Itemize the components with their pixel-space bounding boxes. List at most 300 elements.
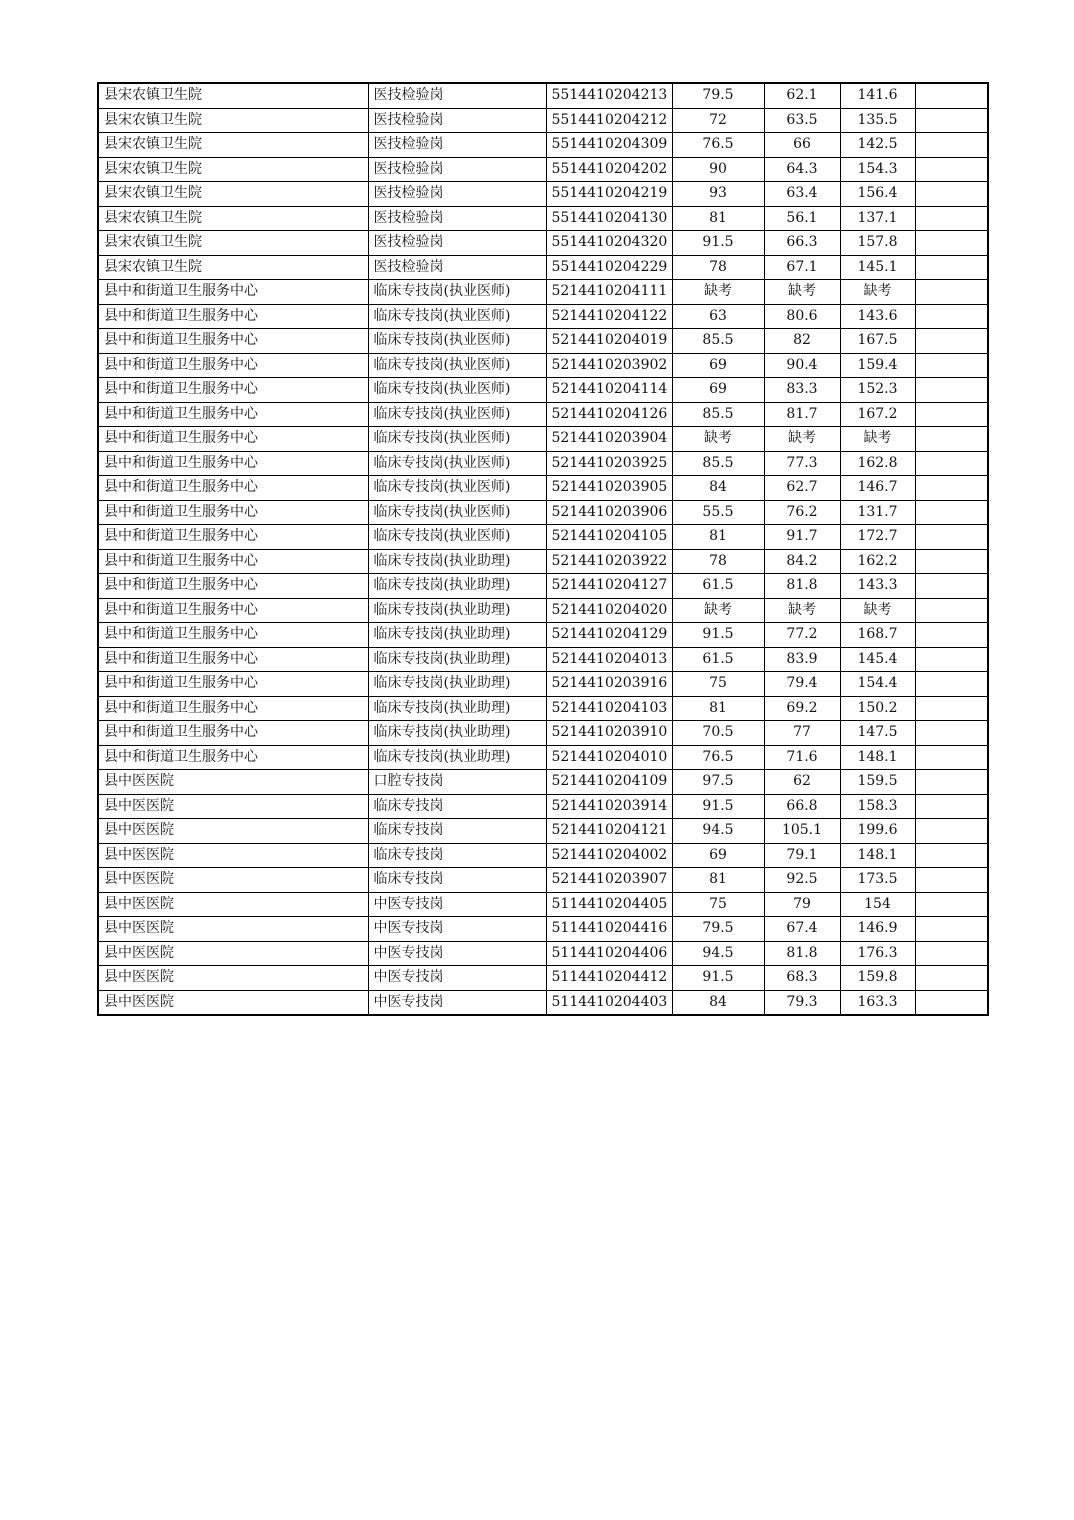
table-row [98,476,988,501]
written-score-cell: 72 [672,108,764,133]
exam-id-cell: 5114410204412 [546,966,672,991]
interview-score-cell: 77 [764,721,840,746]
total-score-cell: 141.6 [840,83,915,108]
interview-score-cell: 92.5 [764,868,840,893]
table-row [98,770,988,795]
interview-score-cell: 79.1 [764,843,840,868]
total-score-cell: 154.4 [840,672,915,697]
position-cell: 临床专技岗(执业医师) [368,378,546,403]
unit-cell: 县宋农镇卫生院 [98,133,368,158]
interview-score-cell: 76.2 [764,500,840,525]
table-row [98,917,988,942]
table-row [98,672,988,697]
interview-score-cell: 67.4 [764,917,840,942]
position-cell: 口腔专技岗 [368,770,546,795]
unit-cell: 县中和街道卫生服务中心 [98,696,368,721]
table-row [98,280,988,305]
interview-score-cell: 82 [764,329,840,354]
written-score-cell: 81 [672,868,764,893]
interview-score-cell: 63.5 [764,108,840,133]
exam-id-cell: 5214410204126 [546,402,672,427]
total-score-cell: 168.7 [840,623,915,648]
exam-id-cell: 5214410204111 [546,280,672,305]
total-score-cell: 143.3 [840,574,915,599]
exam-id-cell: 5214410204121 [546,819,672,844]
position-cell: 医技检验岗 [368,108,546,133]
written-score-cell: 75 [672,672,764,697]
unit-cell: 县中和街道卫生服务中心 [98,280,368,305]
position-cell: 临床专技岗(执业医师) [368,402,546,427]
written-score-cell: 94.5 [672,941,764,966]
written-score-cell: 76.5 [672,745,764,770]
interview-score-cell: 缺考 [764,598,840,623]
interview-score-cell: 81.8 [764,574,840,599]
unit-cell: 县中和街道卫生服务中心 [98,378,368,403]
table-row [98,549,988,574]
table-row [98,378,988,403]
table-row [98,108,988,133]
written-score-cell: 84 [672,990,764,1015]
total-score-cell: 135.5 [840,108,915,133]
interview-score-cell: 79.4 [764,672,840,697]
exam-id-cell: 5214410204010 [546,745,672,770]
exam-id-cell: 5214410204019 [546,329,672,354]
position-cell: 临床专技岗(执业医师) [368,329,546,354]
written-score-cell: 91.5 [672,623,764,648]
remark-cell [915,574,988,599]
unit-cell: 县中和街道卫生服务中心 [98,623,368,648]
total-score-cell: 173.5 [840,868,915,893]
interview-score-cell: 62.1 [764,83,840,108]
total-score-cell: 154.3 [840,157,915,182]
remark-cell [915,157,988,182]
remark-cell [915,623,988,648]
position-cell: 临床专技岗(执业医师) [368,353,546,378]
unit-cell: 县宋农镇卫生院 [98,206,368,231]
position-cell: 临床专技岗(执业助理) [368,745,546,770]
table-row [98,157,988,182]
table-row [98,500,988,525]
exam-id-cell: 5214410203925 [546,451,672,476]
position-cell: 临床专技岗 [368,868,546,893]
unit-cell: 县中和街道卫生服务中心 [98,402,368,427]
total-score-cell: 150.2 [840,696,915,721]
unit-cell: 县宋农镇卫生院 [98,231,368,256]
interview-score-cell: 56.1 [764,206,840,231]
position-cell: 医技检验岗 [368,231,546,256]
written-score-cell: 85.5 [672,329,764,354]
written-score-cell: 缺考 [672,598,764,623]
interview-score-cell: 77.3 [764,451,840,476]
unit-cell: 县中医医院 [98,917,368,942]
remark-cell [915,941,988,966]
interview-score-cell: 105.1 [764,819,840,844]
remark-cell [915,182,988,207]
written-score-cell: 91.5 [672,231,764,256]
exam-id-cell: 5114410204403 [546,990,672,1015]
remark-cell [915,280,988,305]
unit-cell: 县中医医院 [98,941,368,966]
position-cell: 医技检验岗 [368,255,546,280]
unit-cell: 县中和街道卫生服务中心 [98,745,368,770]
exam-id-cell: 5214410204109 [546,770,672,795]
total-score-cell: 154 [840,892,915,917]
written-score-cell: 61.5 [672,574,764,599]
written-score-cell: 78 [672,255,764,280]
position-cell: 临床专技岗 [368,819,546,844]
exam-id-cell: 5214410204020 [546,598,672,623]
table-row [98,868,988,893]
written-score-cell: 70.5 [672,721,764,746]
table-row [98,696,988,721]
remark-cell [915,843,988,868]
exam-id-cell: 5214410204114 [546,378,672,403]
interview-score-cell: 71.6 [764,745,840,770]
table-row [98,623,988,648]
exam-id-cell: 5214410204103 [546,696,672,721]
exam-id-cell: 5514410204229 [546,255,672,280]
unit-cell: 县中和街道卫生服务中心 [98,647,368,672]
position-cell: 中医专技岗 [368,966,546,991]
interview-score-cell: 69.2 [764,696,840,721]
exam-id-cell: 5514410204212 [546,108,672,133]
total-score-cell: 162.2 [840,549,915,574]
total-score-cell: 142.5 [840,133,915,158]
table-row [98,255,988,280]
exam-id-cell: 5214410203902 [546,353,672,378]
unit-cell: 县中医医院 [98,966,368,991]
total-score-cell: 162.8 [840,451,915,476]
position-cell: 临床专技岗(执业医师) [368,451,546,476]
written-score-cell: 55.5 [672,500,764,525]
written-score-cell: 97.5 [672,770,764,795]
total-score-cell: 147.5 [840,721,915,746]
remark-cell [915,794,988,819]
unit-cell: 县宋农镇卫生院 [98,157,368,182]
interview-score-cell: 63.4 [764,182,840,207]
total-score-cell: 159.5 [840,770,915,795]
position-cell: 临床专技岗(执业医师) [368,476,546,501]
table-row [98,745,988,770]
written-score-cell: 91.5 [672,794,764,819]
total-score-cell: 148.1 [840,745,915,770]
position-cell: 临床专技岗 [368,794,546,819]
written-score-cell: 69 [672,843,764,868]
unit-cell: 县宋农镇卫生院 [98,255,368,280]
table-row [98,402,988,427]
remark-cell [915,819,988,844]
position-cell: 临床专技岗(执业助理) [368,647,546,672]
position-cell: 临床专技岗(执业医师) [368,427,546,452]
unit-cell: 县中医医院 [98,794,368,819]
position-cell: 临床专技岗(执业助理) [368,623,546,648]
remark-cell [915,525,988,550]
remark-cell [915,231,988,256]
exam-id-cell: 5214410204105 [546,525,672,550]
total-score-cell: 146.7 [840,476,915,501]
unit-cell: 县中和街道卫生服务中心 [98,353,368,378]
remark-cell [915,83,988,108]
written-score-cell: 91.5 [672,966,764,991]
exam-id-cell: 5214410204127 [546,574,672,599]
remark-cell [915,304,988,329]
position-cell: 临床专技岗(执业助理) [368,696,546,721]
written-score-cell: 61.5 [672,647,764,672]
unit-cell: 县中医医院 [98,990,368,1015]
written-score-cell: 93 [672,182,764,207]
position-cell: 医技检验岗 [368,157,546,182]
position-cell: 临床专技岗(执业医师) [368,280,546,305]
remark-cell [915,378,988,403]
table-row [98,353,988,378]
exam-id-cell: 5514410204219 [546,182,672,207]
written-score-cell: 63 [672,304,764,329]
unit-cell: 县中医医院 [98,892,368,917]
interview-score-cell: 缺考 [764,280,840,305]
unit-cell: 县中和街道卫生服务中心 [98,329,368,354]
exam-id-cell: 5114410204416 [546,917,672,942]
total-score-cell: 167.2 [840,402,915,427]
interview-score-cell: 91.7 [764,525,840,550]
table-row [98,206,988,231]
exam-id-cell: 5514410204130 [546,206,672,231]
written-score-cell: 69 [672,353,764,378]
remark-cell [915,868,988,893]
written-score-cell: 81 [672,525,764,550]
unit-cell: 县中和街道卫生服务中心 [98,525,368,550]
unit-cell: 县中和街道卫生服务中心 [98,721,368,746]
remark-cell [915,647,988,672]
table-row [98,231,988,256]
unit-cell: 县中和街道卫生服务中心 [98,427,368,452]
interview-score-cell: 62 [764,770,840,795]
interview-score-cell: 64.3 [764,157,840,182]
remark-cell [915,892,988,917]
total-score-cell: 176.3 [840,941,915,966]
written-score-cell: 75 [672,892,764,917]
written-score-cell: 76.5 [672,133,764,158]
remark-cell [915,966,988,991]
table-row [98,574,988,599]
total-score-cell: 167.5 [840,329,915,354]
exam-id-cell: 5214410203910 [546,721,672,746]
remark-cell [915,255,988,280]
written-score-cell: 85.5 [672,402,764,427]
total-score-cell: 145.1 [840,255,915,280]
remark-cell [915,133,988,158]
written-score-cell: 79.5 [672,83,764,108]
total-score-cell: 163.3 [840,990,915,1015]
unit-cell: 县宋农镇卫生院 [98,83,368,108]
total-score-cell: 缺考 [840,598,915,623]
table-row [98,819,988,844]
total-score-cell: 159.8 [840,966,915,991]
remark-cell [915,500,988,525]
position-cell: 中医专技岗 [368,941,546,966]
exam-id-cell: 5514410204213 [546,83,672,108]
exam-id-cell: 5214410203914 [546,794,672,819]
position-cell: 临床专技岗(执业助理) [368,598,546,623]
total-score-cell: 143.6 [840,304,915,329]
exam-id-cell: 5514410204202 [546,157,672,182]
unit-cell: 县中医医院 [98,819,368,844]
interview-score-cell: 缺考 [764,427,840,452]
unit-cell: 县中和街道卫生服务中心 [98,476,368,501]
total-score-cell: 145.4 [840,647,915,672]
interview-score-cell: 66.8 [764,794,840,819]
position-cell: 临床专技岗(执业助理) [368,549,546,574]
remark-cell [915,598,988,623]
table-row [98,794,988,819]
interview-score-cell: 90.4 [764,353,840,378]
interview-score-cell: 80.6 [764,304,840,329]
exam-id-cell: 5214410203916 [546,672,672,697]
interview-score-cell: 67.1 [764,255,840,280]
written-score-cell: 缺考 [672,427,764,452]
remark-cell [915,990,988,1015]
table-row [98,892,988,917]
table-row [98,83,988,108]
total-score-cell: 152.3 [840,378,915,403]
position-cell: 临床专技岗(执业医师) [368,500,546,525]
unit-cell: 县中和街道卫生服务中心 [98,500,368,525]
total-score-cell: 158.3 [840,794,915,819]
table-row [98,182,988,207]
exam-id-cell: 5214410204122 [546,304,672,329]
remark-cell [915,108,988,133]
written-score-cell: 85.5 [672,451,764,476]
table-row [98,329,988,354]
exam-id-cell: 5214410203907 [546,868,672,893]
interview-score-cell: 81.7 [764,402,840,427]
written-score-cell: 缺考 [672,280,764,305]
table-body [98,83,988,1015]
table-row [98,304,988,329]
total-score-cell: 148.1 [840,843,915,868]
position-cell: 临床专技岗 [368,843,546,868]
table-row [98,598,988,623]
remark-cell [915,402,988,427]
table-row [98,721,988,746]
total-score-cell: 131.7 [840,500,915,525]
total-score-cell: 172.7 [840,525,915,550]
score-table [97,82,989,1016]
position-cell: 中医专技岗 [368,917,546,942]
interview-score-cell: 66.3 [764,231,840,256]
table-row [98,941,988,966]
unit-cell: 县中和街道卫生服务中心 [98,549,368,574]
position-cell: 中医专技岗 [368,990,546,1015]
table-row [98,525,988,550]
remark-cell [915,745,988,770]
total-score-cell: 157.8 [840,231,915,256]
remark-cell [915,696,988,721]
position-cell: 医技检验岗 [368,133,546,158]
remark-cell [915,206,988,231]
unit-cell: 县宋农镇卫生院 [98,182,368,207]
table-row [98,843,988,868]
written-score-cell: 94.5 [672,819,764,844]
table-row [98,427,988,452]
total-score-cell: 137.1 [840,206,915,231]
total-score-cell: 159.4 [840,353,915,378]
interview-score-cell: 83.3 [764,378,840,403]
position-cell: 临床专技岗(执业医师) [368,304,546,329]
exam-id-cell: 5214410204013 [546,647,672,672]
interview-score-cell: 68.3 [764,966,840,991]
interview-score-cell: 84.2 [764,549,840,574]
exam-id-cell: 5214410204129 [546,623,672,648]
unit-cell: 县中和街道卫生服务中心 [98,304,368,329]
unit-cell: 县中医医院 [98,770,368,795]
unit-cell: 县宋农镇卫生院 [98,108,368,133]
remark-cell [915,329,988,354]
exam-id-cell: 5214410203922 [546,549,672,574]
exam-id-cell: 5114410204406 [546,941,672,966]
remark-cell [915,770,988,795]
total-score-cell: 缺考 [840,280,915,305]
interview-score-cell: 62.7 [764,476,840,501]
remark-cell [915,353,988,378]
position-cell: 医技检验岗 [368,206,546,231]
exam-id-cell: 5214410203904 [546,427,672,452]
written-score-cell: 81 [672,206,764,231]
table-row [98,451,988,476]
written-score-cell: 90 [672,157,764,182]
remark-cell [915,721,988,746]
written-score-cell: 79.5 [672,917,764,942]
remark-cell [915,476,988,501]
table-row [98,990,988,1015]
unit-cell: 县中和街道卫生服务中心 [98,451,368,476]
written-score-cell: 84 [672,476,764,501]
remark-cell [915,427,988,452]
exam-id-cell: 5214410204002 [546,843,672,868]
table-row [98,133,988,158]
table-row [98,966,988,991]
remark-cell [915,549,988,574]
unit-cell: 县中和街道卫生服务中心 [98,598,368,623]
remark-cell [915,672,988,697]
interview-score-cell: 77.2 [764,623,840,648]
remark-cell [915,917,988,942]
written-score-cell: 81 [672,696,764,721]
position-cell: 医技检验岗 [368,182,546,207]
position-cell: 医技检验岗 [368,83,546,108]
position-cell: 临床专技岗(执业医师) [368,525,546,550]
interview-score-cell: 79 [764,892,840,917]
unit-cell: 县中医医院 [98,843,368,868]
remark-cell [915,451,988,476]
written-score-cell: 69 [672,378,764,403]
written-score-cell: 78 [672,549,764,574]
total-score-cell: 199.6 [840,819,915,844]
position-cell: 临床专技岗(执业助理) [368,721,546,746]
position-cell: 临床专技岗(执业助理) [368,672,546,697]
interview-score-cell: 83.9 [764,647,840,672]
exam-id-cell: 5514410204309 [546,133,672,158]
interview-score-cell: 79.3 [764,990,840,1015]
total-score-cell: 缺考 [840,427,915,452]
unit-cell: 县中和街道卫生服务中心 [98,574,368,599]
unit-cell: 县中和街道卫生服务中心 [98,672,368,697]
table-row [98,647,988,672]
interview-score-cell: 66 [764,133,840,158]
exam-id-cell: 5214410203906 [546,500,672,525]
interview-score-cell: 81.8 [764,941,840,966]
unit-cell: 县中医医院 [98,868,368,893]
exam-id-cell: 5514410204320 [546,231,672,256]
